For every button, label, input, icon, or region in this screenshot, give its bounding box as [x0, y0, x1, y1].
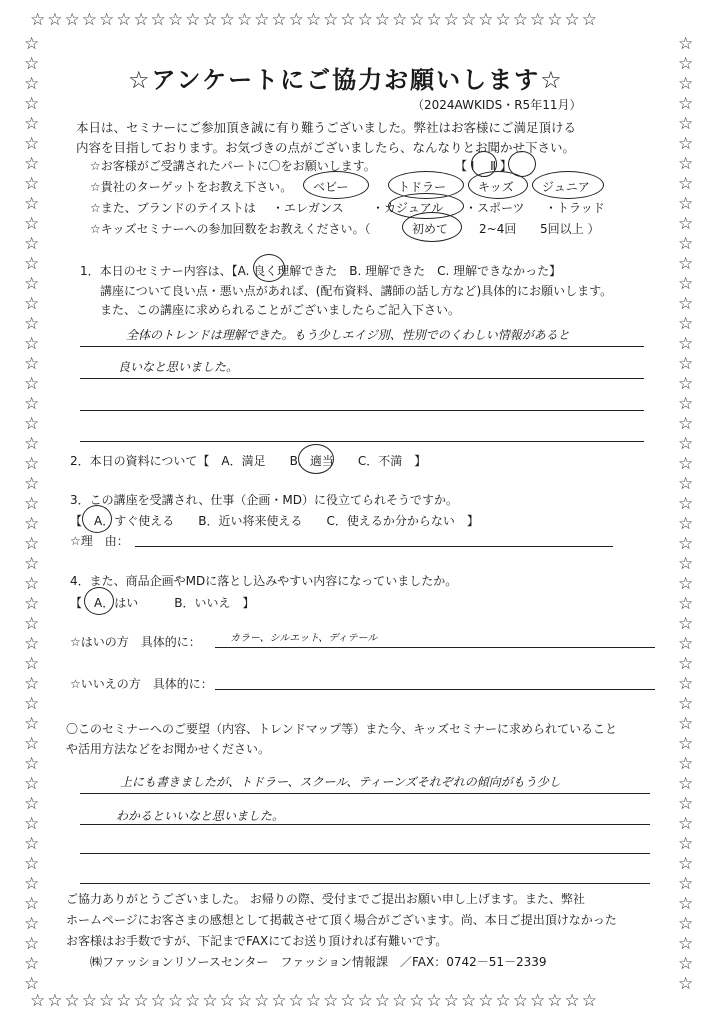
requests-answer-line-1[interactable]: 上にも書きましたが、トドラー、スクール、ティーンズそれぞれの傾向がもう少し [120, 775, 561, 789]
border-bottom: ☆☆☆☆☆☆☆☆☆☆☆☆☆☆☆☆☆☆☆☆☆☆☆☆☆☆☆☆☆☆☆☆☆ [30, 991, 599, 1011]
q4-yes-label: ☆はいの方 具体的に： [70, 635, 201, 649]
target-option-kids[interactable]: キッズ [478, 180, 514, 194]
circle-mark [468, 171, 528, 199]
taste-option-trad[interactable]: ・トラッド [545, 201, 605, 215]
company-fax: ㈱ファッションリソースセンター ファッション情報課 ／FAX：0742－51－2339 [90, 955, 547, 969]
q1-line-2: 講座について良い点・悪い点があれば、(配布資料、講師の話し方など)具体的にお願いします。 [100, 284, 613, 298]
q1-answer-line-2[interactable]: 良いなと思いました。 [118, 360, 239, 374]
q3-line-1: 3．この講座を受講され、仕事（企画・MD）に役立てられそうですか。 [70, 493, 458, 507]
border-top: ☆☆☆☆☆☆☆☆☆☆☆☆☆☆☆☆☆☆☆☆☆☆☆☆☆☆☆☆☆☆☆☆☆ [30, 10, 599, 30]
requests-line-2: や活用方法などをお聞かせください。 [66, 742, 271, 756]
border-left: ☆ ☆ ☆ ☆ ☆ ☆ ☆ ☆ ☆ ☆ ☆ ☆ ☆ ☆ ☆ ☆ ☆ ☆ ☆ ☆ ☆ ☆ ☆ ☆ ☆ ☆ ☆ ☆ ☆ ☆ ☆ ☆ ☆ ☆ ☆ ☆ ☆ ☆ ☆ ☆ ☆ ☆ ☆ ☆ ☆ ☆ ☆ ☆ [24, 34, 40, 994]
q3-reason-label: ☆理 由： [70, 534, 129, 548]
answer-line [80, 410, 644, 411]
taste-label: ☆また、ブランドのテイストは [90, 201, 256, 215]
circle-mark [253, 254, 285, 282]
requests-answer-line-2[interactable]: わかるといいなと思いました。 [116, 809, 285, 823]
taste-option-casual[interactable]: ・カジュアル [372, 201, 444, 215]
border-right: ☆ ☆ ☆ ☆ ☆ ☆ ☆ ☆ ☆ ☆ ☆ ☆ ☆ ☆ ☆ ☆ ☆ ☆ ☆ ☆ ☆ ☆ ☆ ☆ ☆ ☆ ☆ ☆ ☆ ☆ ☆ ☆ ☆ ☆ ☆ ☆ ☆ ☆ ☆ ☆ ☆ ☆ ☆ ☆ ☆ ☆ ☆ ☆ [678, 34, 694, 994]
circle-mark [532, 171, 604, 199]
count-label: ☆キッズセミナーへの参加回数をお教えください。（ [90, 222, 371, 236]
q4-line-2: 【 A．はい B．いいえ 】 [70, 596, 255, 610]
intro-line-2: 内容を目指しております。お気づきの点がございましたら、なんなりとお聞かせ下さい。 [76, 140, 576, 155]
q1-answer-line-1[interactable]: 全体のトレンドは理解できた。もう少しエイジ別、性別でのくわしい情報があると [126, 328, 570, 342]
circle-mark [402, 212, 462, 242]
closing-line-3: お客様はお手数ですが、下記までFAXにてお送り頂ければ有難いです。 [66, 934, 448, 948]
page-title: ☆アンケートにご協力お願いします☆ [128, 66, 564, 94]
q1-line-3: また、この講座に求められることがございましたらご記入下さい。 [100, 303, 461, 317]
requests-line-1: 〇このセミナーへのご要望（内容、トレンドマップ等）また今、キッズセミナーに求められていること [66, 722, 617, 736]
target-option-junior[interactable]: ジュニア [542, 180, 590, 194]
answer-line [80, 793, 650, 794]
answer-line [80, 441, 644, 442]
closing-line-1: ご協力ありがとうございました。 お帰りの際、受付までご提出お願い申し上げます。また、弊社 [66, 892, 585, 906]
part-options[interactable]: 【 Ⅰ Ⅱ 】 [455, 159, 512, 173]
intro-line-1: 本日は、セミナーにご参加頂き誠に有り難うございました。弊社はお客様にご満足頂ける [76, 120, 577, 135]
q3-line-2: 【 A．すぐ使える B．近い将来使える C．使えるか分からない 】 [70, 514, 479, 528]
taste-option-elegance[interactable]: ・エレガンス [272, 201, 344, 215]
q4-no-label: ☆いいえの方 具体的に： [70, 677, 213, 691]
reason-line[interactable] [135, 546, 613, 547]
count-option-2-4[interactable]: 2~4回 [479, 222, 517, 236]
circle-mark [84, 587, 114, 615]
circle-mark [298, 444, 334, 474]
part-label: ☆お客様がご受講されたパートに〇をお願いします。 [90, 159, 376, 173]
target-option-toddler[interactable]: トドラー [398, 180, 447, 194]
answer-line [80, 853, 650, 854]
target-option-baby[interactable]: ベビー [313, 180, 349, 194]
q4-yes-answer[interactable]: カラー、シルエット、ディテール [230, 633, 378, 644]
closing-line-2: ホームページにお客さまの感想として掲載させて頂く場合がございます。尚、本日ご提出頂けなかった [66, 913, 617, 927]
q2-text: 2．本日の資料について【 A．満足 B．適当 C．不満 】 [70, 454, 427, 468]
q4-line-1: 4．また、商品企画やMDに落とし込みやすい内容になっていましたか。 [70, 574, 458, 588]
yes-line[interactable] [215, 647, 655, 648]
survey-code: （2024AWKIDS・R5年11月） [412, 98, 582, 112]
answer-line [80, 883, 650, 884]
count-option-5plus[interactable]: 5回以上 ） [540, 222, 600, 236]
circle-mark [82, 505, 112, 533]
no-line[interactable] [215, 689, 655, 690]
q1-line-1: 1．本日のセミナー内容は、【A. 良く理解できた B. 理解できた C. 理解できなかった】 [80, 264, 562, 278]
target-label: ☆貴社のターゲットをお教え下さい。 [90, 180, 293, 194]
taste-option-sports[interactable]: ・スポーツ [465, 201, 525, 215]
answer-line [80, 824, 650, 825]
answer-line [80, 346, 644, 347]
circle-mark [303, 171, 369, 199]
count-option-first[interactable]: 初めて [412, 222, 449, 236]
answer-line [80, 378, 644, 379]
